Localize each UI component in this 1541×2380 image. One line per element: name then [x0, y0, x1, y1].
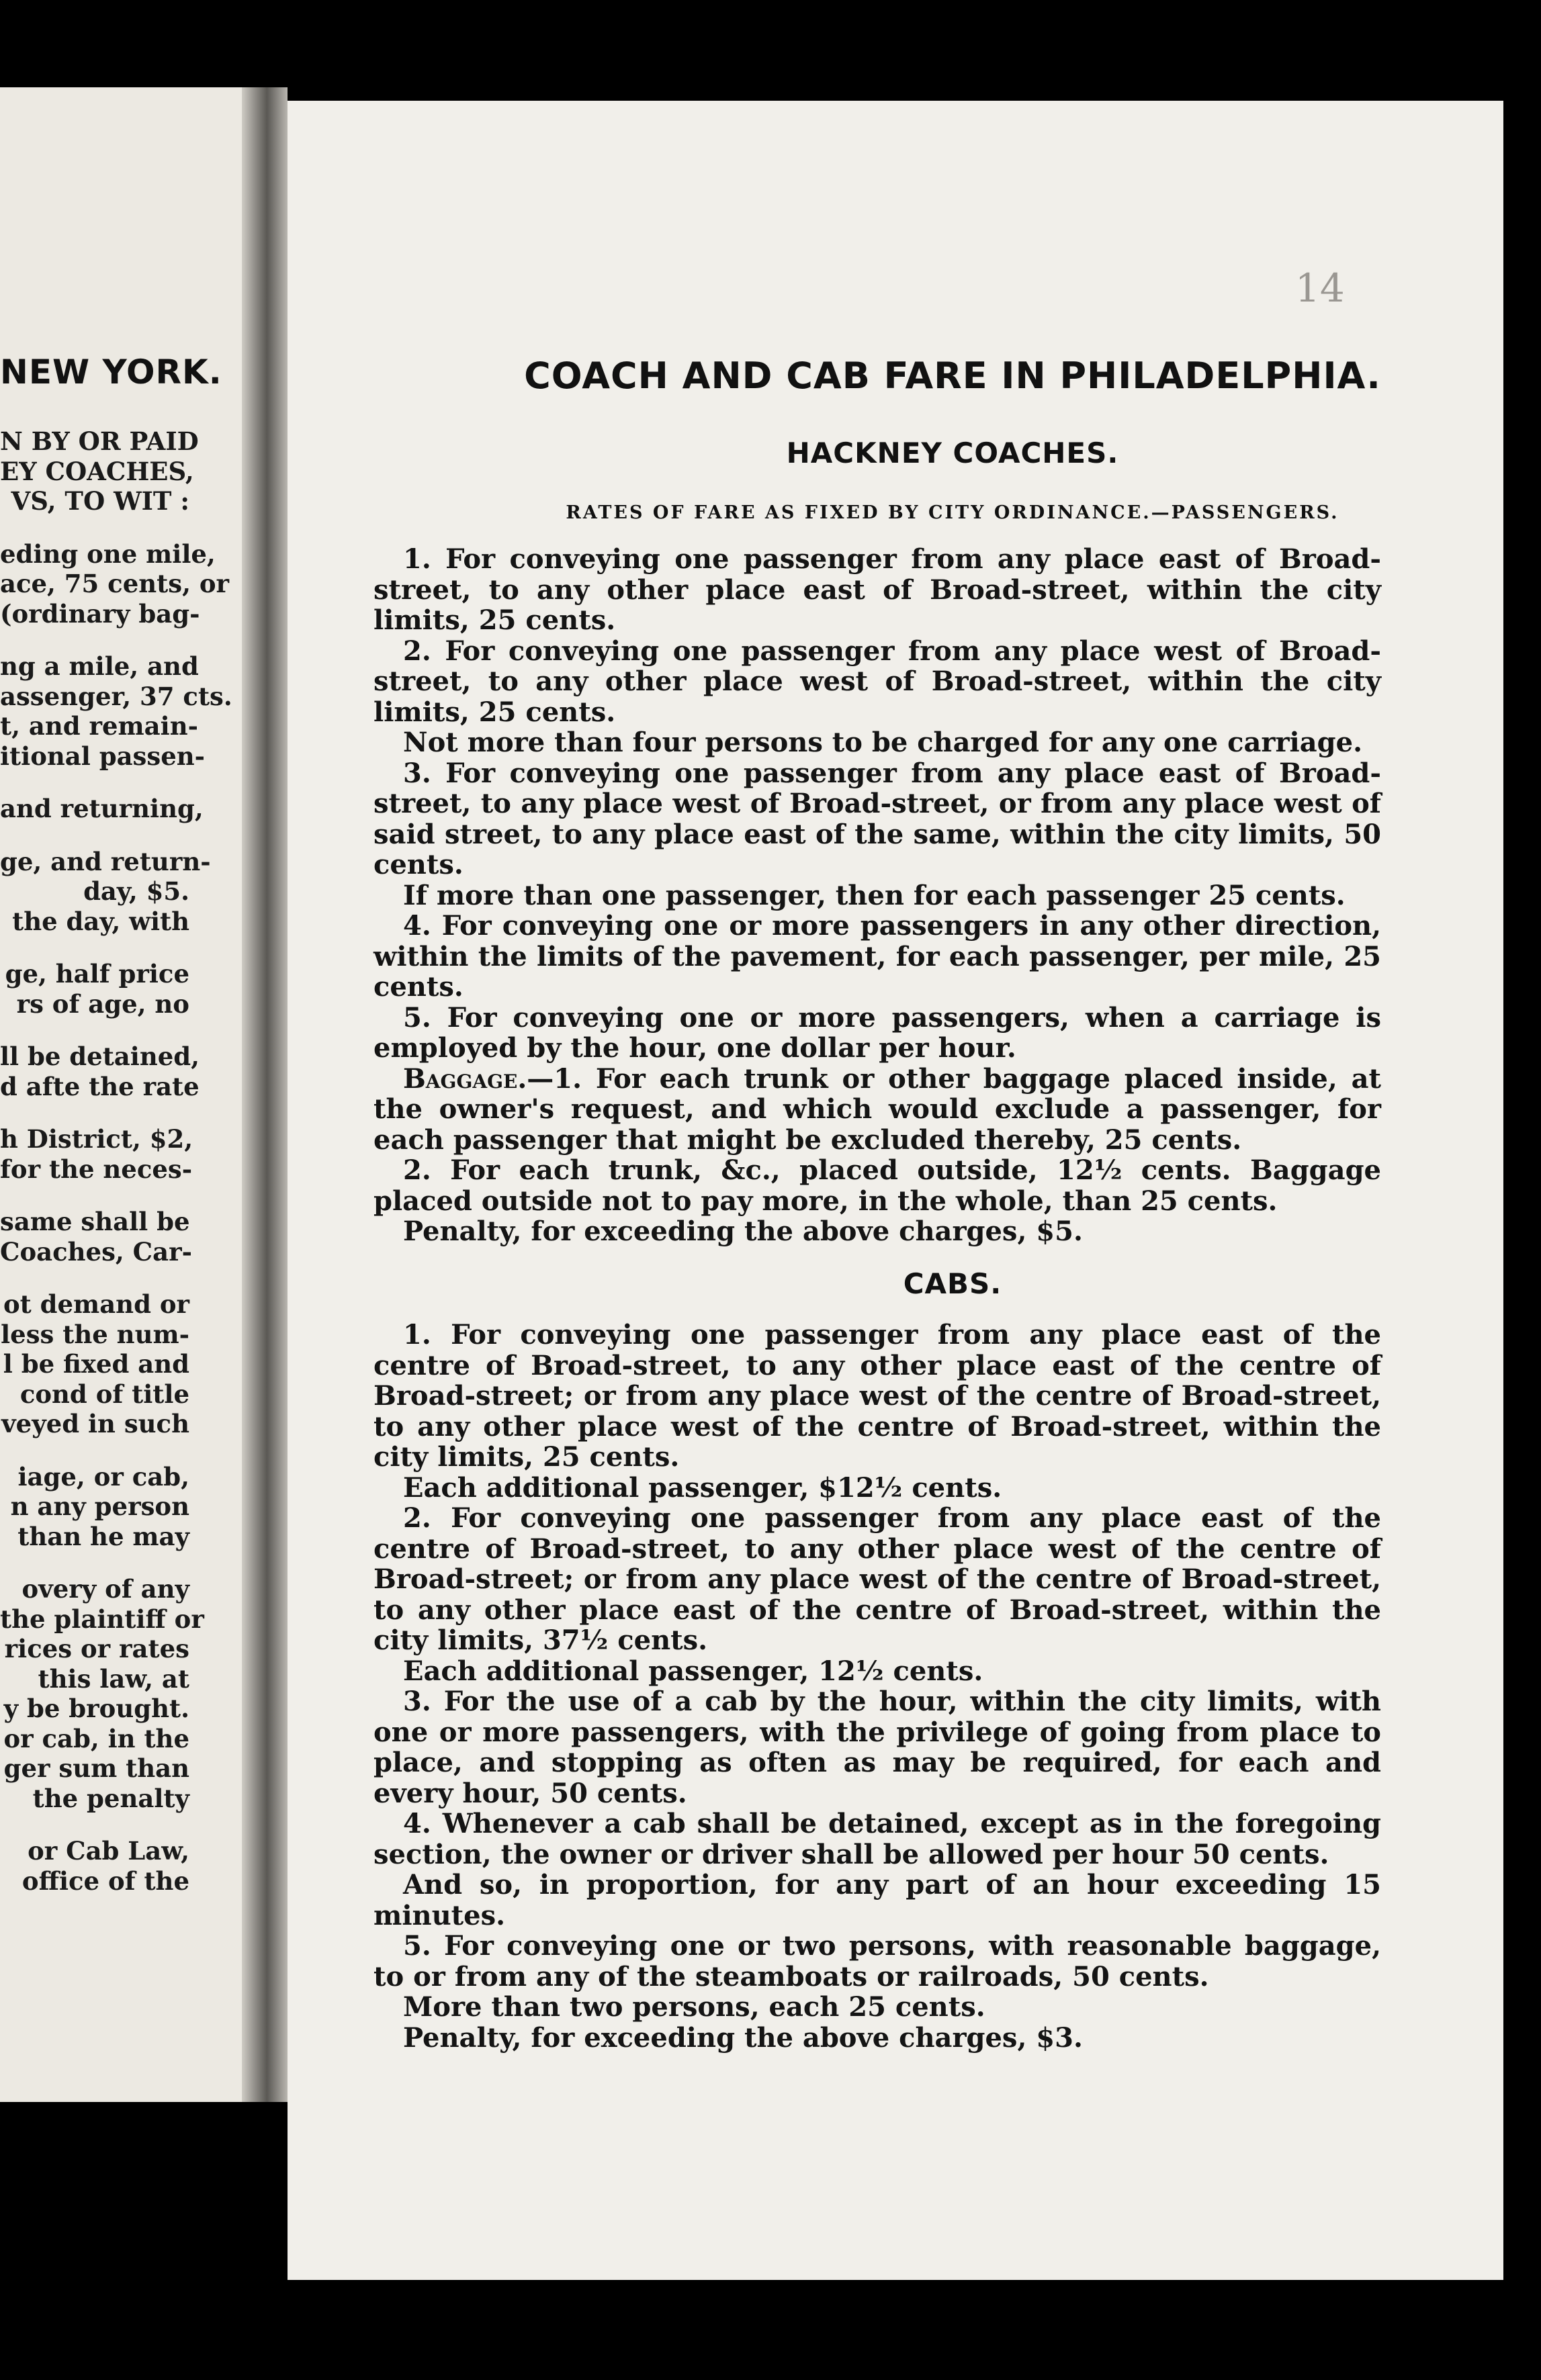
left-page-line: rs of age, no	[16, 989, 189, 1019]
left-page-line	[0, 1019, 242, 1042]
left-page-line: VS, TO WIT :	[11, 486, 189, 516]
left-page-line: Coaches, Car-	[0, 1236, 192, 1267]
left-page-line: eding one mile,	[0, 539, 216, 569]
baggage-paragraph	[373, 1064, 1381, 1156]
cabs-paragraph: And so, in proportion, for any part of an hour exceeding 15 minutes.	[373, 1869, 1381, 1931]
left-page-line: overy of any	[21, 1574, 189, 1604]
baggage-text: —1. For each trunk or other baggage placed inside, at the owner's request, and which would exclude a passenger, for each passenger that might be excluded thereby, 25 cents.	[373, 1062, 1381, 1156]
baggage-label: Baggage.	[403, 1062, 527, 1095]
left-page-line: same shall be	[0, 1207, 190, 1236]
cabs-paragraph: 1. For conveying one passenger from any place east of the centre of Broad-street, to any other place east of the centre of Broad-street; or from any place west of the centre of Broad-street, to any other place west of the centre of Broad-street, within the city limits, 25 cents.	[373, 1319, 1381, 1473]
left-page-line: the plaintiff or	[0, 1604, 204, 1634]
left-page-line	[0, 1813, 242, 1836]
left-page-line	[0, 936, 242, 959]
left-page-line: ot demand or	[3, 1289, 189, 1319]
left-page-line: less the num-	[1, 1319, 189, 1349]
book-gutter	[242, 87, 288, 2102]
left-page-line: y be brought.	[3, 1694, 189, 1723]
left-page-line: N BY OR PAID	[0, 426, 199, 456]
cabs-paragraph: More than two persons, each 25 cents.	[403, 1991, 985, 2023]
baggage-paragraph: 2. For each trunk, &c., placed outside, 12½ cents. Baggage placed outside not to pay more, in the whole, than 25 cents.	[373, 1154, 1381, 1217]
left-page-line: or Cab Law,	[28, 1836, 189, 1866]
left-page-line	[0, 1184, 242, 1207]
left-page-fragment	[0, 87, 242, 2102]
left-page-line	[0, 629, 242, 651]
left-page-line	[0, 1101, 242, 1124]
hackney-subheading: RATES OF FARE AS FIXED BY CITY ORDINANCE.—PASSENGERS.	[566, 502, 1339, 523]
cabs-heading: CABS.	[903, 1267, 1002, 1300]
left-page-line	[0, 1551, 242, 1574]
left-page-line: rices or rates	[4, 1634, 189, 1663]
cabs-penalty: Penalty, for exceeding the above charges, $3.	[403, 2021, 1083, 2054]
left-page-text	[0, 426, 242, 1896]
left-page-line: d afte the rate	[0, 1071, 200, 1101]
hackney-penalty: Penalty, for exceeding the above charges, $5.	[403, 1216, 1083, 1247]
left-page-line	[0, 1267, 242, 1289]
left-page-line	[0, 824, 242, 847]
left-page-line: ng a mile, and	[0, 651, 199, 681]
left-page-line: l be fixed and	[3, 1349, 189, 1379]
left-page-line: day, $5.	[83, 876, 189, 906]
left-page-line: ger sum than	[3, 1753, 189, 1783]
page	[288, 101, 1503, 2280]
hackney-section	[373, 544, 1381, 1247]
hackney-paragraph: 2. For conveying one passenger from any place west of Broad-street, to any other place west of Broad-street, within the city limits, 25 cents.	[373, 635, 1381, 728]
left-page-line: and returning,	[0, 794, 204, 823]
left-page-line: t, and remain-	[0, 711, 198, 741]
left-page-line: or cab, in the	[3, 1723, 189, 1753]
left-page-line: n any person	[10, 1492, 189, 1521]
left-page-line: ge, half price	[5, 959, 189, 989]
left-page-line: EY COACHES,	[0, 456, 194, 486]
left-page-line: the day, with	[12, 906, 189, 936]
left-page-line: h District, $2,	[0, 1124, 193, 1154]
left-page-line: itional passen-	[0, 741, 205, 771]
left-page-line: assenger, 37 cts.	[0, 681, 232, 711]
left-page-line: veyed in such	[1, 1409, 189, 1438]
cabs-section	[373, 1320, 1381, 2053]
cabs-paragraph: Each additional passenger, 12½ cents.	[403, 1655, 983, 1687]
left-page-line: than he may	[17, 1521, 189, 1551]
cabs-paragraph: 2. For conveying one passenger from any place east of the centre of Broad-street, to any other place west of the centre of Broad-street; or from any place west of the centre of Broad-street, to any other place east of the centre of Broad-street, within the city limits, 37½ cents.	[373, 1502, 1381, 1656]
hackney-paragraph: 3. For conveying one passenger from any place east of Broad-street, to any place west of Broad-street, or from any place west of said street, to any place east of the same, within the city limits, 50 cents.	[373, 757, 1381, 880]
left-page-line: the penalty	[32, 1783, 189, 1813]
page-number: 14	[1295, 265, 1345, 311]
hackney-paragraph: If more than one passenger, then for each passenger 25 cents.	[403, 879, 1346, 911]
left-page-line: ge, and return-	[0, 846, 211, 876]
hackney-paragraph: 5. For conveying one or more passengers, when a carriage is employed by the hour, one dollar per hour.	[373, 1001, 1381, 1064]
cabs-paragraph: 4. Whenever a cab shall be detained, except as in the foregoing section, the owner or driver shall be allowed per hour 50 cents.	[373, 1808, 1381, 1870]
left-page-line: office of the	[21, 1866, 189, 1896]
left-page-line: iage, or cab,	[17, 1461, 189, 1492]
left-page-line	[0, 1439, 242, 1462]
hackney-paragraph: 1. For conveying one passenger from any place east of Broad-street, to any other place east of Broad-street, within the city limits, 25 cents.	[373, 543, 1381, 636]
left-page-line: cond of title	[19, 1379, 189, 1409]
cabs-paragraph: 3. For the use of a cab by the hour, within the city limits, with one or more passengers, with the privilege of going from place to place, and stopping as often as may be required, for each and every hour, 50 cents.	[373, 1686, 1381, 1809]
left-page-line	[0, 516, 242, 539]
left-page-line: ace, 75 cents, or	[0, 569, 230, 598]
hackney-paragraph: 4. For conveying one or more passengers in any other direction, within the limits of the pavement, for each passenger, per mile, 25 cents.	[373, 910, 1381, 1003]
hackney-paragraph: Not more than four persons to be charged for any one carriage.	[403, 727, 1363, 758]
left-page-line: this law, at	[38, 1663, 189, 1694]
left-page-line	[0, 771, 242, 794]
cabs-paragraph: 5. For conveying one or two persons, with reasonable baggage, to or from any of the steamboats or railroads, 50 cents.	[373, 1930, 1381, 1993]
left-page-line: (ordinary bag-	[0, 598, 200, 629]
hackney-heading: HACKNEY COACHES.	[786, 437, 1119, 469]
left-page-heading: NEW YORK.	[0, 353, 222, 392]
page-title: COACH AND CAB FARE IN PHILADELPHIA.	[524, 355, 1381, 397]
cabs-paragraph: Each additional passenger, $12½ cents.	[403, 1471, 1002, 1504]
left-page-line: ll be detained,	[0, 1042, 200, 1071]
left-page-line: for the neces-	[0, 1154, 193, 1184]
